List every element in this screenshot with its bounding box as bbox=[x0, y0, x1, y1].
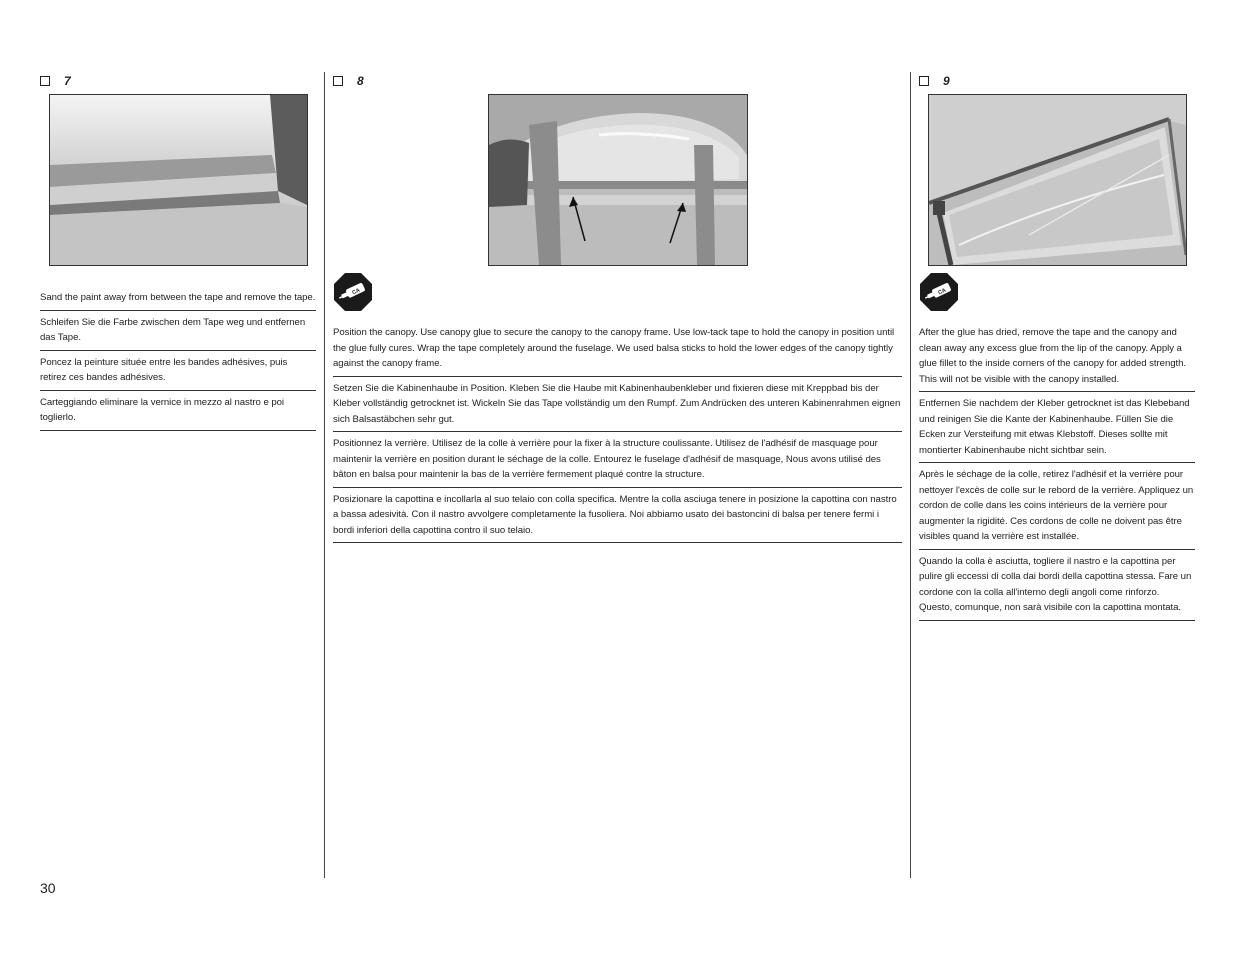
svg-text:CA: CA bbox=[937, 287, 948, 297]
step-7-photo bbox=[49, 94, 308, 266]
step-7-checkbox[interactable] bbox=[40, 76, 50, 86]
step-9-checkbox[interactable] bbox=[919, 76, 929, 86]
page-number: 30 bbox=[40, 880, 56, 896]
step-8-text bbox=[333, 321, 902, 543]
step-9-text-en: After the glue has dried, remove the tape and the canopy and clean away any excess glue from the lip of the canopy. Apply a glue fillet to the inside corners of the canopy for added strength. This will not be visible with the canopy installed. bbox=[919, 321, 1195, 392]
step-9-photo bbox=[928, 94, 1187, 266]
step-8-text-en: Position the canopy. Use canopy glue to secure the canopy to the canopy frame. Use low-tack tape to hold the canopy in position until the glue fully cures. Wrap the tape completely around the fuselage. We used balsa sticks to hold the lower edges of the canopy tightly against the canopy frame. bbox=[333, 321, 902, 377]
column-divider-right bbox=[910, 72, 911, 878]
glue-icon bbox=[919, 272, 959, 312]
step-8-text-it: Posizionare la capottina e incollarla al suo telaio con colla specifica. Mentre la colla asciuga tenere in posizione la capottina con nastro a bassa adesività. Con il nastro avvolgere completamente la fusoliera. Noi abbiamo usato dei bastoncini di balsa per tenere fermi i bordi inferiori della capottina contro il suo telaio. bbox=[333, 488, 902, 544]
glue-icon bbox=[333, 272, 373, 312]
svg-text:CA: CA bbox=[351, 287, 362, 297]
step-9-text-fr: Après le séchage de la colle, retirez l'adhésif et la verrière pour nettoyer l'excès de colle sur le rebord de la verrière. Appliquez un cordon de colle dans les coins intérieurs de la verrière pour augmenter la rigidité. Ces cordons de colle ne doivent pas être visibles quand la verrière est installée. bbox=[919, 463, 1195, 550]
step-8-checkbox[interactable] bbox=[333, 76, 343, 86]
step-9-text-de: Entfernen Sie nachdem der Kleber getrocknet ist das Klebeband und reinigen Sie die Kante der Kabinenhaube. Füllen Sie die Ecken zur Versteifung mit etwas Klebstoff. Dieses sollte mit montierter Kabinenhaube nicht sichtbar sein. bbox=[919, 392, 1195, 463]
step-7-text-en: Sand the paint away from between the tape and remove the tape. bbox=[40, 286, 316, 311]
step-9-text-it: Quando la colla è asciutta, togliere il nastro e la capottina per pulire gli eccessi di colla dai bordi della capottina stessa. Fare un cordone con la colla all'interno degli angoli come rinforzo. Questo, comunque, non sarà visibile con la capottina montata. bbox=[919, 550, 1195, 621]
step-7-number: 7 bbox=[64, 74, 71, 88]
step-9-number: 9 bbox=[943, 74, 950, 88]
step-9-header bbox=[919, 74, 950, 88]
step-7-text-it: Carteggiando eliminare la vernice in mezzo al nastro e poi toglierlo. bbox=[40, 391, 316, 431]
step-7-text-fr: Poncez la peinture située entre les bandes adhésives, puis retirez ces bandes adhésives. bbox=[40, 351, 316, 391]
step-8-text-fr: Positionnez la verrière. Utilisez de la colle à verrière pour la fixer à la structure coulissante. Utilisez de l'adhésif de masquage pour maintenir la verrière en position durant le séchage de la colle. Entourez le fuselage d'adhésif de masquage, Nous avons utilisé des bâton en balsa pour maintenir la bas de la verrière fermement plaqué contre la structure. bbox=[333, 432, 902, 488]
step-7-header bbox=[40, 74, 71, 88]
step-9-text bbox=[919, 321, 1195, 621]
step-7-text bbox=[40, 286, 316, 431]
column-divider-left bbox=[324, 72, 325, 878]
step-8-photo bbox=[488, 94, 748, 266]
step-8-text-de: Setzen Sie die Kabinenhaube in Position. Kleben Sie die Haube mit Kabinenhaubenkleber und fixieren diese mit Kreppbad bis der Kleber vollständig getrocknet ist. Wickeln Sie das Tape vollständig um den Rumpf. Zum Andrücken des unteren Kabinenrahmen eignen sich Balsastäbchen sehr gut. bbox=[333, 377, 902, 433]
step-8-header bbox=[333, 74, 364, 88]
step-7-text-de: Schleifen Sie die Farbe zwischen dem Tape weg und entfernen das Tape. bbox=[40, 311, 316, 351]
step-8-number: 8 bbox=[357, 74, 364, 88]
